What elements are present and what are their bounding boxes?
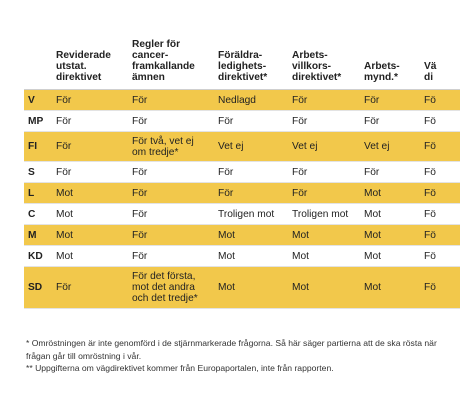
party-position-table-container [24,26,460,318]
table-cell: Fö [420,225,460,246]
header-working-conditions-directive: Arbets- villkors- direktivet* [288,26,360,90]
table-row-sd [24,267,460,309]
header-parental-leave-directive: Föräldra- ledighets- direktivet* [214,26,288,90]
table-cell: För [128,204,214,225]
table-cell: Mot [214,225,288,246]
table-cell: Mot [52,183,128,204]
table-cell: För [128,111,214,132]
table-cell: För [360,111,420,132]
table-cell: För [52,90,128,111]
table-cell: För [128,225,214,246]
table-cell: Fö [420,162,460,183]
footnote-road-directive-source: ** Uppgifterna om vägdirektivet kommer från Europaportalen, inte från rapporten. [26,363,334,373]
table-cell: Fö [420,111,460,132]
table-cell: Mot [360,267,420,309]
table-cell: För [128,183,214,204]
table-cell: För två, vet ej om tredje* [128,132,214,162]
header-party [24,26,52,90]
table-cell: För [214,111,288,132]
table-row-fi [24,132,460,162]
table-cell: Mot [52,246,128,267]
header-revised-posting-directive: Reviderade utstat. direktivet [52,26,128,90]
party-cell: L [24,183,52,204]
table-cell: För [52,111,128,132]
table-cell: Vet ej [214,132,288,162]
table-row-v [24,90,460,111]
table-cell: Fö [420,246,460,267]
table-header-row [24,26,460,90]
table-cell: För [288,90,360,111]
table-cell: Troligen mot [214,204,288,225]
table-cell: Mot [214,267,288,309]
footnote-vote-not-held: * Omröstningen är inte genomförd i de stjärnmarkerade frågorna. Så här säger partierna att de ska rösta när frågan går till omröstning i vår. [26,338,437,361]
table-cell: Nedlagd [214,90,288,111]
party-cell: V [24,90,52,111]
table-cell: Troligen mot [288,204,360,225]
table-cell: För [52,132,128,162]
table-cell: För [288,183,360,204]
table-cell: Mot [52,204,128,225]
party-cell: C [24,204,52,225]
table-cell: För det första, mot det andra och det tredje* [128,267,214,309]
table-row-mp [24,111,460,132]
footnotes [26,337,456,375]
table-cell: Vet ej [288,132,360,162]
table-cell: Fö [420,204,460,225]
table-cell: Mot [52,225,128,246]
table-row-kd [24,246,460,267]
table-cell: Mot [288,225,360,246]
table-cell: För [214,162,288,183]
party-cell: S [24,162,52,183]
table-cell: För [288,162,360,183]
party-position-table [24,26,460,309]
table-row-s [24,162,460,183]
party-cell: FI [24,132,52,162]
party-cell: SD [24,267,52,309]
party-cell: MP [24,111,52,132]
table-cell: För [214,183,288,204]
table-cell: För [360,90,420,111]
header-road-directive: Vä di [420,26,460,90]
table-cell: Fö [420,90,460,111]
table-cell: För [128,246,214,267]
table-cell: Fö [420,267,460,309]
table-cell: För [360,162,420,183]
table-cell: För [288,111,360,132]
table-cell: För [52,267,128,309]
table-cell: Vet ej [360,132,420,162]
table-cell: Mot [360,246,420,267]
party-cell: KD [24,246,52,267]
table-cell: För [52,162,128,183]
header-labour-authority: Arbets- mynd.* [360,26,420,90]
table-cell: För [128,90,214,111]
table-cell: Mot [288,267,360,309]
table-cell: För [128,162,214,183]
table-cell: Mot [360,225,420,246]
table-cell: Mot [360,183,420,204]
table-row-m [24,225,460,246]
party-cell: M [24,225,52,246]
table-cell: Mot [360,204,420,225]
table-row-c [24,204,460,225]
table-cell: Mot [214,246,288,267]
table-row-l [24,183,460,204]
table-cell: Fö [420,183,460,204]
table-cell: Mot [288,246,360,267]
header-carcinogens-rules: Regler för cancer- framkallande ämnen [128,26,214,90]
table-cell: Fö [420,132,460,162]
